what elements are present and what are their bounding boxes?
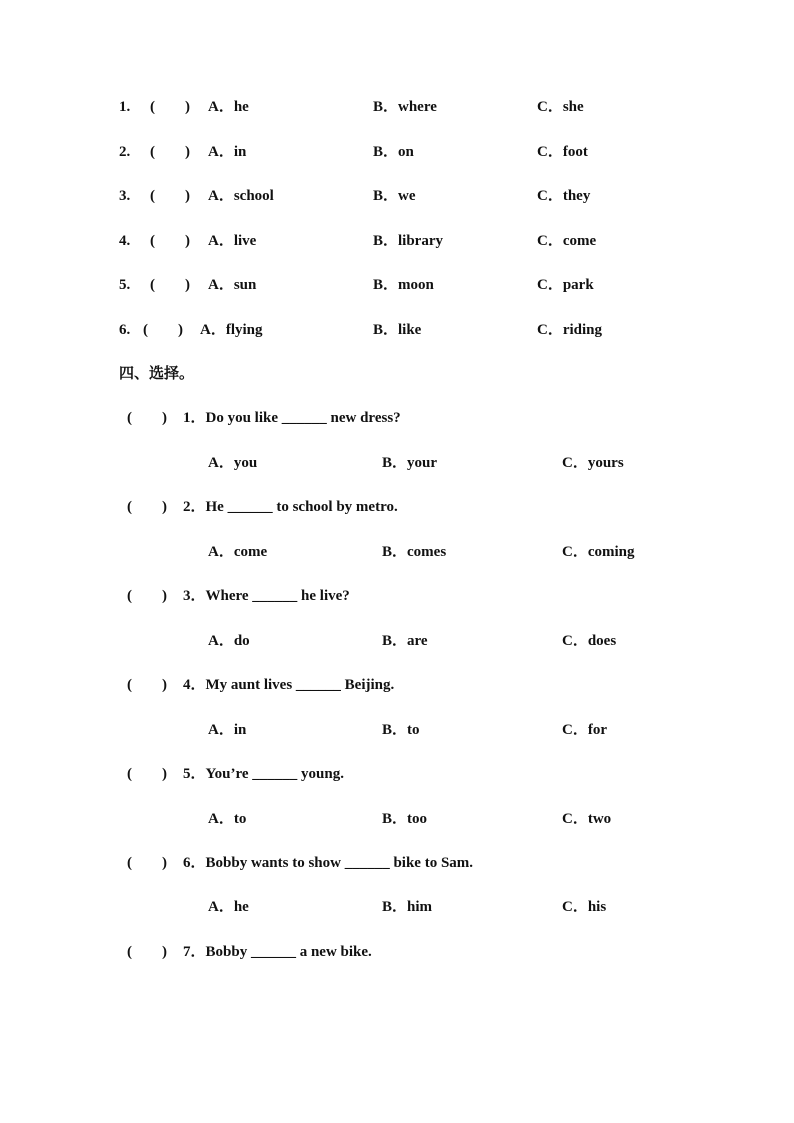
option-a: A．he — [208, 899, 249, 915]
answer-blank[interactable]: ( ) — [127, 944, 167, 960]
option-c: C．his — [562, 899, 607, 915]
option-a: A．to — [208, 811, 247, 827]
option-c: C．park — [537, 277, 594, 293]
question-stem: 5．You’re ______ young. — [183, 766, 344, 782]
option-a: A．flying — [200, 322, 263, 338]
option-c: C．come — [537, 233, 597, 249]
option-b: B．are — [382, 633, 428, 649]
answer-blank[interactable]: ( ) — [143, 322, 183, 338]
option-a: A．live — [208, 233, 257, 249]
question-stem: 7．Bobby ______ a new bike. — [183, 944, 372, 960]
question-stem: 2．He ______ to school by metro. — [183, 499, 398, 515]
row-number: 1. — [119, 99, 131, 115]
option-b: B．on — [373, 144, 414, 160]
answer-blank[interactable]: ( ) — [150, 188, 190, 204]
row-number: 3. — [119, 188, 131, 204]
option-b: B．your — [382, 455, 438, 471]
option-a: A．in — [208, 144, 247, 160]
question-stem: 4．My aunt lives ______ Beijing. — [183, 677, 395, 693]
answer-blank[interactable]: ( ) — [127, 677, 167, 693]
option-c: C．for — [562, 722, 607, 738]
option-a: A．in — [208, 722, 247, 738]
question-stem: 1．Do you like ______ new dress? — [183, 410, 401, 426]
question-stem: 3．Where ______ he live? — [183, 588, 350, 604]
option-b: B．moon — [373, 277, 434, 293]
option-b: B．library — [373, 233, 443, 249]
option-a: A．school — [208, 188, 274, 204]
answer-blank[interactable]: ( ) — [150, 277, 190, 293]
option-b: B．where — [373, 99, 437, 115]
option-c: C．does — [562, 633, 617, 649]
answer-blank[interactable]: ( ) — [150, 99, 190, 115]
option-b: B．him — [382, 899, 433, 915]
row-number: 2. — [119, 144, 131, 160]
option-a: A．sun — [208, 277, 257, 293]
option-c: C．yours — [562, 455, 624, 471]
answer-blank[interactable]: ( ) — [127, 855, 167, 871]
option-a: A．he — [208, 99, 249, 115]
answer-blank[interactable]: ( ) — [150, 144, 190, 160]
option-b: B．to — [382, 722, 420, 738]
question-stem: 6．Bobby wants to show ______ bike to Sam. — [183, 855, 474, 871]
option-b: B．comes — [382, 544, 447, 560]
option-c: C．they — [537, 188, 591, 204]
option-a: A．do — [208, 633, 250, 649]
answer-blank[interactable]: ( ) — [127, 410, 167, 426]
option-c: C．two — [562, 811, 612, 827]
answer-blank[interactable]: ( ) — [150, 233, 190, 249]
row-number: 5. — [119, 277, 131, 293]
option-c: C．coming — [562, 544, 635, 560]
option-c: C．she — [537, 99, 584, 115]
answer-blank[interactable]: ( ) — [127, 588, 167, 604]
option-c: C．foot — [537, 144, 588, 160]
option-c: C．riding — [537, 322, 603, 338]
row-number: 6. — [119, 322, 131, 338]
option-a: A．you — [208, 455, 258, 471]
option-b: B．like — [373, 322, 422, 338]
row-number: 4. — [119, 233, 131, 249]
answer-blank[interactable]: ( ) — [127, 766, 167, 782]
option-b: B．too — [382, 811, 428, 827]
option-b: B．we — [373, 188, 416, 204]
answer-blank[interactable]: ( ) — [127, 499, 167, 515]
option-a: A．come — [208, 544, 268, 560]
section-heading: 四、选择。 — [119, 366, 195, 382]
